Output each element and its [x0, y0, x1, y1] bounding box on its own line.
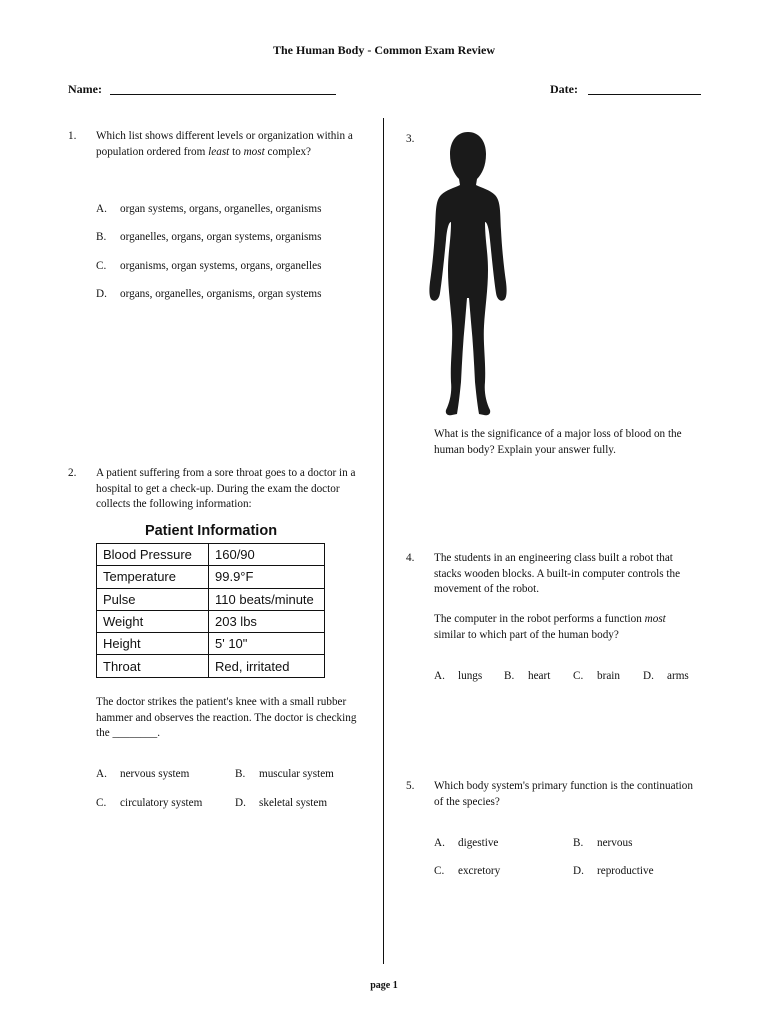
table-cell-label: Weight — [97, 610, 209, 632]
q4-emphasis-most: most — [644, 613, 666, 625]
q2-option-d[interactable] — [235, 796, 327, 811]
q1-text — [96, 129, 364, 160]
option-text: skeletal system — [259, 797, 328, 809]
q5-option-d[interactable] — [573, 864, 654, 879]
option-letter: C. — [96, 260, 107, 272]
option-letter: D. — [96, 288, 107, 300]
page-number: page 1 — [370, 980, 398, 991]
table-cell-label: Height — [97, 633, 209, 655]
option-letter: D. — [573, 865, 584, 877]
q1-option-a[interactable] — [96, 202, 321, 217]
option-text: organisms, organ systems, organs, organelles — [120, 260, 322, 272]
option-text: heart — [528, 670, 551, 682]
table-cell-value: Red, irritated — [209, 655, 325, 677]
q5-option-c[interactable] — [434, 864, 500, 879]
name-line[interactable] — [110, 94, 336, 95]
option-text: reproductive — [597, 865, 654, 877]
option-text: lungs — [458, 670, 483, 682]
table-cell-label: Pulse — [97, 588, 209, 610]
q1-emphasis-least: least — [208, 145, 230, 158]
page-title: The Human Body - Common Exam Review — [272, 43, 495, 57]
q4-text-part: similar to which part of the human body? — [434, 628, 619, 641]
q4-option-b[interactable] — [504, 669, 550, 684]
q2-followup: The doctor strikes the patient's knee with a small rubber hammer and observes the reaction. The doctor is checking the ________. — [96, 696, 357, 739]
table-cell-label: Temperature — [97, 566, 209, 588]
option-text: excretory — [458, 865, 501, 877]
option-letter: C. — [96, 797, 107, 809]
option-letter: A. — [434, 670, 445, 682]
q4-text-part: The computer in the robot performs a function — [434, 613, 645, 625]
q4-option-c[interactable] — [573, 669, 620, 684]
q1-text-part: complex? — [264, 145, 312, 158]
option-text: nervous system — [120, 768, 190, 780]
option-letter: A. — [96, 768, 107, 780]
option-text: arms — [667, 670, 689, 682]
q5-option-b[interactable] — [573, 836, 632, 851]
q1-option-c[interactable] — [96, 259, 321, 274]
option-text: muscular system — [259, 768, 334, 780]
option-text: organelles, organs, organ systems, organisms — [120, 231, 322, 243]
patient-info-table — [96, 543, 325, 678]
option-text: digestive — [458, 837, 499, 849]
q4-text2 — [434, 612, 698, 643]
q1-option-b[interactable] — [96, 230, 321, 245]
option-letter: B. — [235, 768, 246, 780]
table-row — [97, 655, 325, 677]
q3-number: 3. — [406, 133, 415, 145]
q2-option-b[interactable] — [235, 767, 334, 782]
q5-text: Which body system's primary function is the continuation of the species? — [434, 780, 693, 808]
option-letter: A. — [96, 203, 107, 215]
option-text: organs, organelles, organisms, organ systems — [120, 288, 322, 300]
q4-text1: The students in an engineering class built a robot that stacks wooden blocks. A built-in computer controls the movement of the robot. — [434, 552, 681, 595]
q1-text-part: Which list shows different levels or organization within a population ordered from — [96, 130, 353, 158]
q1-option-d[interactable] — [96, 287, 321, 302]
option-text: circulatory system — [120, 797, 203, 809]
table-cell-value: 5' 10" — [209, 633, 325, 655]
q5-option-a[interactable] — [434, 836, 498, 851]
table-cell-value: 110 beats/minute — [209, 588, 325, 610]
option-letter: A. — [434, 837, 445, 849]
option-letter: B. — [573, 837, 584, 849]
name-label: Name: — [68, 82, 102, 96]
patient-table-title: Patient Information — [144, 523, 278, 539]
q4-number: 4. — [406, 552, 415, 564]
option-letter: D. — [643, 670, 654, 682]
q1-emphasis-most: most — [243, 145, 265, 158]
option-letter: B. — [96, 231, 107, 243]
table-cell-value: 99.9°F — [209, 566, 325, 588]
table-cell-value: 203 lbs — [209, 610, 325, 632]
option-text: brain — [597, 670, 620, 682]
table-row — [97, 544, 325, 566]
table-cell-value: 160/90 — [209, 544, 325, 566]
q4-option-d[interactable] — [643, 669, 689, 684]
q1-text-part: to — [229, 145, 244, 158]
table-row — [97, 588, 325, 610]
table-cell-label: Throat — [97, 655, 209, 677]
q2-option-c[interactable] — [96, 796, 202, 811]
date-label: Date: — [550, 82, 578, 96]
option-text: organ systems, organs, organelles, organisms — [120, 203, 322, 215]
option-letter: C. — [573, 670, 584, 682]
table-cell-label: Blood Pressure — [97, 544, 209, 566]
option-letter: C. — [434, 865, 445, 877]
q5-number: 5. — [406, 780, 415, 792]
date-line[interactable] — [588, 94, 701, 95]
option-text: nervous — [597, 837, 633, 849]
q2-option-a[interactable] — [96, 767, 189, 782]
column-divider — [383, 118, 384, 964]
table-row — [97, 610, 325, 632]
option-letter: B. — [504, 670, 515, 682]
q4-option-a[interactable] — [434, 669, 482, 684]
option-letter: D. — [235, 797, 246, 809]
q2-number: 2. — [68, 467, 77, 479]
human-silhouette-icon — [428, 130, 508, 420]
table-row — [97, 633, 325, 655]
q1-number: 1. — [68, 130, 77, 142]
table-row — [97, 566, 325, 588]
q3-text: What is the significance of a major loss of blood on the human body? Explain your answer fully. — [434, 428, 682, 456]
q2-intro: A patient suffering from a sore throat goes to a doctor in a hospital to get a check-up. During the exam the doctor collects the following information: — [96, 467, 356, 510]
